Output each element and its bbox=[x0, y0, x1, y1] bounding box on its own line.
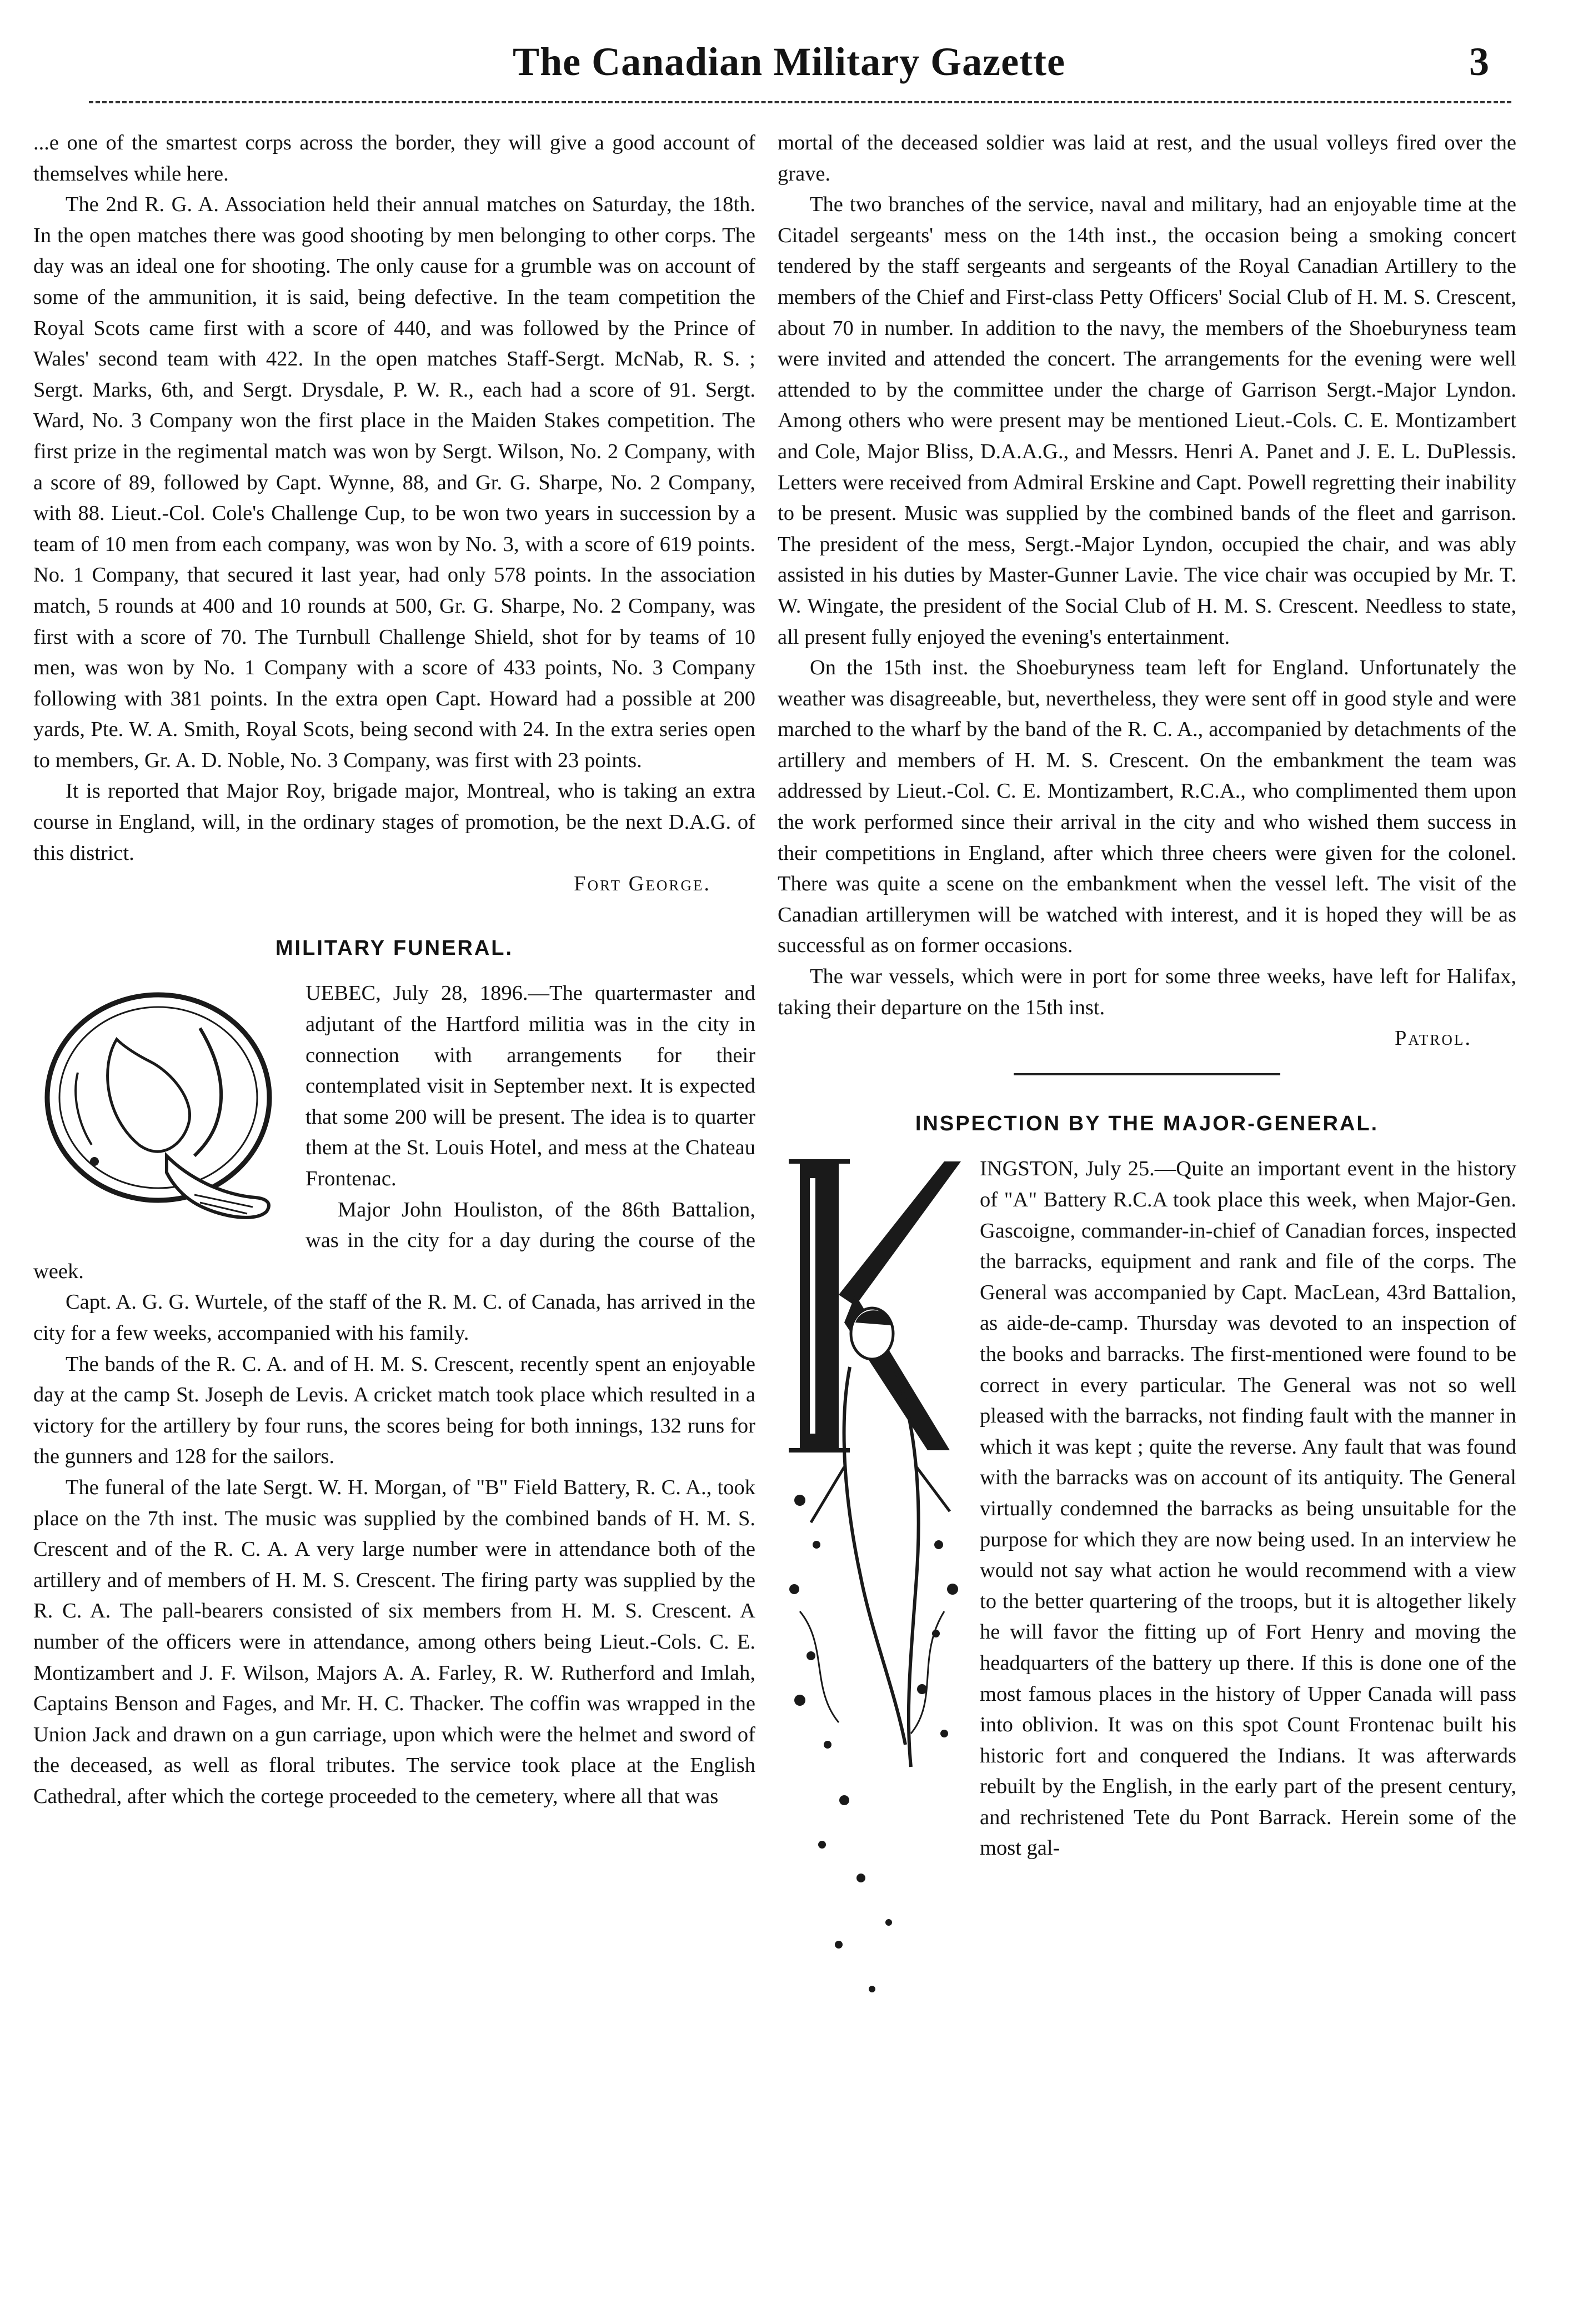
illustrated-k-icon bbox=[778, 1156, 966, 2022]
paragraph: On the 15th inst. the Shoeburyness team left for England. Unfortunately the weather was disagreeable, but, nevertheless, they were sent off in good style and were marched to the wharf by the band of the R. C. A., accompanied by detachments of the artillery and members of H. M. S. Crescent. On the embankment the team was addressed by Lieut.-Col. C. E. Montizambert, R.C.A., who complimented them upon the work performed since their arrival in the city and who wished them success in their competitions in England, after which three cheers were given for the colonel. There was quite a scene on the embankment when the vessel left. The visit of the Canadian artillerymen will be watched with interest, and it is hoped they will be as successful as on former occasions. bbox=[778, 656, 1516, 958]
paragraph: The war vessels, which were in port for some three weeks, have left for Halifax, taking their departure on the 15th inst. bbox=[778, 965, 1516, 1019]
paragraph: The 2nd R. G. A. Association held their annual matches on Saturday, the 18th. In the open matches there was good shooting by men belonging to other corps. The day was an ideal one for shooting. The only cause for a grumble was on account of some of the ammunition, it is said, being defective. In the team competition the Royal Scots came first with a score of 440, and was followed by the Prince of Wales' second team with 422. In the open matches Staff-Sergt. McNab, R. S. ; Sergt. Marks, 6th, and Sergt. Drysdale, P. W. R., each had a score of 91. Sergt. Ward, No. 3 Company won the first place in the Maiden Stakes competition. The first prize in the regimental match was won by Sergt. Wilson, No. 2 Company, with a score of 89, followed by Capt. Wynne, 88, and Gr. G. Sharpe, No. 2 Company, with 88. Lieut.-Col. Cole's Challenge Cup, to be won two years in succession by a team of 10 men from each company, was won by No. 3, with a score of 619 points. No. 1 Company, that secured it last year, had only 578 points. In the association match, 5 rounds at 400 and 10 rounds at 500, Gr. G. Sharpe, No. 2 Company, was first with a score of 70. The Turnbull Challenge Shield, shot for by teams of 10 men, was won by No. 1 Company with a score of 433 points, No. 3 Company following with 381 points. In the extra open Capt. Howard had a possible at 200 yards, Pte. W. A. Smith, Royal Scots, being second with 24. In the extra series open to members, Gr. A. D. Noble, No. 3 Company, was first with 23 points. bbox=[33, 193, 755, 772]
paragraph: Capt. A. G. G. Wurtele, of the staff of the R. M. C. of Canada, has arrived in the city for a few weeks, accompanied with his family. bbox=[33, 1290, 755, 1345]
page-number: 3 bbox=[1469, 39, 1489, 84]
paragraph: The funeral of the late Sergt. W. H. Morgan, of "B" Field Battery, R. C. A., took place on the 7th inst. The music was supplied by the combined bands of H. M. S. Crescent and of the R. C. A. A very large number were in attendance both of the artillery and of members of H. M. S. Crescent. The firing party was supplied by the R. C. A. The pall-bearers consisted of six members from H. M. S. Crescent. A number of the officers were in attendance, among others being Lieut.-Cols. C. E. Montizambert and J. F. Wilson, Majors A. A. Farley, R. W. Rutherford and Imlah, Captains Benson and Fages, and Mr. H. C. Thacker. The coffin was wrapped in the Union Jack and drawn on a gun carriage, upon which were the helmet and sword of the deceased, as well as floral tributes. The service took place at the English Cathedral, after which the cortege proceeded to the cemetery, where all that was bbox=[33, 1475, 755, 1808]
paragraph: The bands of the R. C. A. and of H. M. S. Crescent, recently spent an enjoyable day at the camp St. Joseph de Levis. A cricket match took place which resulted in a victory for the artillery by four runs, the scores being for both innings, 132 runs for the gunners and 128 for the sailors. bbox=[33, 1352, 755, 1469]
signature-fort-george: Fort George. bbox=[574, 872, 711, 896]
paragraph: Major John Houliston, of the 86th Battalion, was in the city for a day during the course of the week. bbox=[33, 1198, 755, 1283]
paragraph: INGSTON, July 25.—Quite an important event in the history of "A" Battery R.C.A took place this week, when Major-Gen. Gascoigne, commander-in-chief of Canadian forces, inspected the barracks, equipment and rank and file of the corps. The General was accompanied by Capt. MacLean, 43rd Battalion, as aide-de-camp. Thursday was devoted to an inspection of the books and barracks. The first-mentioned were found to be correct in every particular. The General was not so well pleased with the barracks, not finding fault with the manner in which it was kept ; quite the reverse. Any fault that was found with the barracks was on account of its antiquity. The General virtually condemned the barracks as being unsuitable for the purpose for which they are now being used. In an interview he would not say what action he would recommend with a view to the better quartering of the troops, but it is altogether likely he will favor the fitting up of Fort Henry and moving the headquarters of the battery up there. If this is done one of the most famous places in the history of Upper Canada will pass into oblivion. It was on this spot Count Frontenac built his historic fort and conquered the Indians. It was afterwards rebuilt by the English, in the early part of the present century, and rechristened Tete du Pont Barrack. Herein some of the most gal- bbox=[980, 1157, 1516, 1860]
page-header bbox=[0, 0, 1578, 106]
paragraph: It is reported that Major Roy, brigade major, Montreal, who is taking an extra course in England, will, in the ordinary stages of promotion, be the next D.A.G. of this district. bbox=[33, 779, 755, 865]
paragraph: The two branches of the service, naval and military, had an enjoyable time at the Citadel sergeants' mess on the 14th inst., the occasion being a smoking concert tendered by the staff sergeants and sergeants of the Royal Canadian Artillery to the members of the Chief and First-class Petty Officers' Social Club of H. M. S. Crescent, about 70 in number. In addition to the navy, the members of the Shoeburyness team were invited and attended the concert. The arrangements for the evening were well attended to by the committee under the charge of Garrison Sergt.-Major Lyndon. Among others who were present may be mentioned Lieut.-Cols. C. E. Montizambert and Cole, Major Bliss, D.A.A.G., and Messrs. Henri A. Panet and J. E. L. DuPlessis. Letters were received from Admiral Erskine and Capt. Powell regretting their inability to be present. Music was supplied by the combined bands of the fleet and garrison. The president of the mess, Sergt.-Major Lyndon, occupied the chair, and was ably assisted in his duties by Master-Gunner Lavie. The vice chair was occupied by Mr. T. W. Wingate, the president of the Social Club of H. M. S. Crescent. Needless to state, all present fully enjoyed the evening's entertainment. bbox=[778, 193, 1516, 649]
illustrated-initial-k bbox=[778, 1156, 966, 2022]
ornament-q-letter: Q bbox=[150, 1096, 167, 1121]
section-divider bbox=[1014, 1073, 1280, 1075]
masthead-title: The Canadian Military Gazette bbox=[513, 39, 1065, 84]
paragraph: ...e one of the smartest corps across the border, they will give a good account of themselves while here. bbox=[33, 131, 755, 186]
signature-patrol: Patrol. bbox=[1394, 1026, 1472, 1050]
header-rule bbox=[89, 101, 1511, 103]
paragraph: mortal of the deceased soldier was laid at rest, and the usual volleys fired over the grave. bbox=[778, 131, 1516, 186]
paragraph: UEBEC, July 28, 1896.—The quartermaster and adjutant of the Hartford militia was in the city in connection with arrangements for their contemplated visit in September next. It is expected that some 200 will be present. The idea is to quarter them at the St. Louis Hotel, and mess at the Chateau Frontenac. bbox=[305, 981, 755, 1190]
section-title-inspection: INSPECTION BY THE MAJOR-GENERAL. bbox=[915, 1111, 1379, 1135]
ornamental-initial-q bbox=[33, 978, 294, 1234]
right-column bbox=[778, 128, 1516, 2022]
section-title-military-funeral: MILITARY FUNERAL. bbox=[275, 936, 514, 960]
foliage-decoration bbox=[789, 1495, 958, 1992]
ornamental-q-icon bbox=[33, 978, 294, 1234]
left-column bbox=[33, 128, 755, 1812]
